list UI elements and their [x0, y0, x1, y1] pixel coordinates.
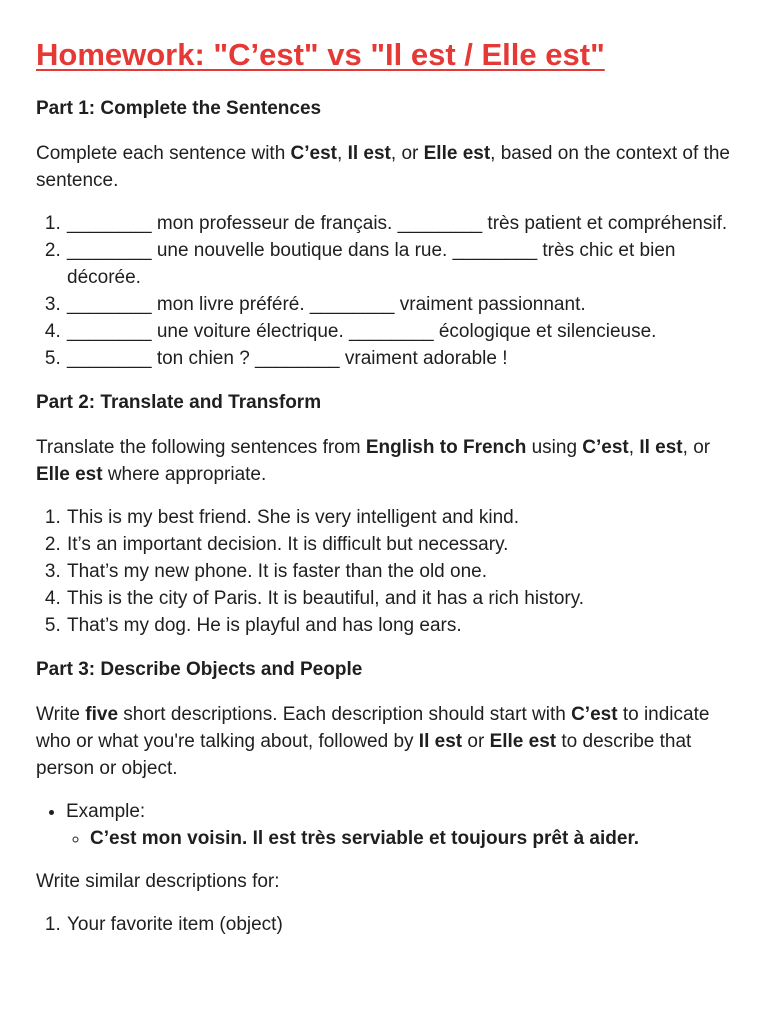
part1-list — [36, 210, 732, 372]
example-sentence: ◦ C’est mon voisin. Il est très serviable et toujours prêt à aider. — [90, 825, 732, 852]
similar-instruction: Write similar descriptions for: — [36, 871, 280, 892]
list-item: 2. It’s an important decision. It is difficult but necessary. — [66, 531, 732, 558]
list-item: 5. That’s my dog. He is playful and has long ears. — [66, 612, 732, 639]
list-item: 4. This is the city of Paris. It is beautiful, and it has a rich history. — [66, 585, 732, 612]
example-label: Example: — [66, 801, 146, 822]
part3-heading: Part 3: Describe Objects and People — [36, 659, 363, 680]
part3-list — [36, 911, 732, 938]
example-list — [36, 798, 732, 852]
part3-instructions: Write five short descriptions. Each description should start with C’est to indicate who or what you're talking about, followed by Il est or Elle est to describe that person or object. — [36, 704, 710, 779]
example-sublist — [66, 825, 732, 852]
list-item: 2. ________ une nouvelle boutique dans la rue. ________ très chic et bien décorée. — [66, 237, 732, 291]
part1-instructions: Complete each sentence with C’est, Il est, or Elle est, based on the context of the sentence. — [36, 143, 730, 191]
list-item: 1. This is my best friend. She is very intelligent and kind. — [66, 504, 732, 531]
list-item: 5. ________ ton chien ? ________ vraiment adorable ! — [66, 345, 732, 372]
part2-instructions: Translate the following sentences from English to French using C’est, Il est, or Elle est where appropriate. — [36, 437, 711, 485]
part1-heading: Part 1: Complete the Sentences — [36, 98, 322, 119]
example-item — [66, 798, 732, 852]
list-item: 3. That’s my new phone. It is faster than the old one. — [66, 558, 732, 585]
list-item: 4. ________ une voiture électrique. ________ écologique et silencieuse. — [66, 318, 732, 345]
part2-list — [36, 504, 732, 639]
part2-heading: Part 2: Translate and Transform — [36, 392, 322, 413]
list-item: 1. Your favorite item (object) — [66, 911, 732, 938]
list-item: 1. ________ mon professeur de français. ________ très patient et compréhensif. — [66, 210, 732, 237]
list-item: 3. ________ mon livre préféré. ________ vraiment passionnant. — [66, 291, 732, 318]
page-title: Homework: "C’est" vs "Il est / Elle est" — [36, 37, 605, 72]
